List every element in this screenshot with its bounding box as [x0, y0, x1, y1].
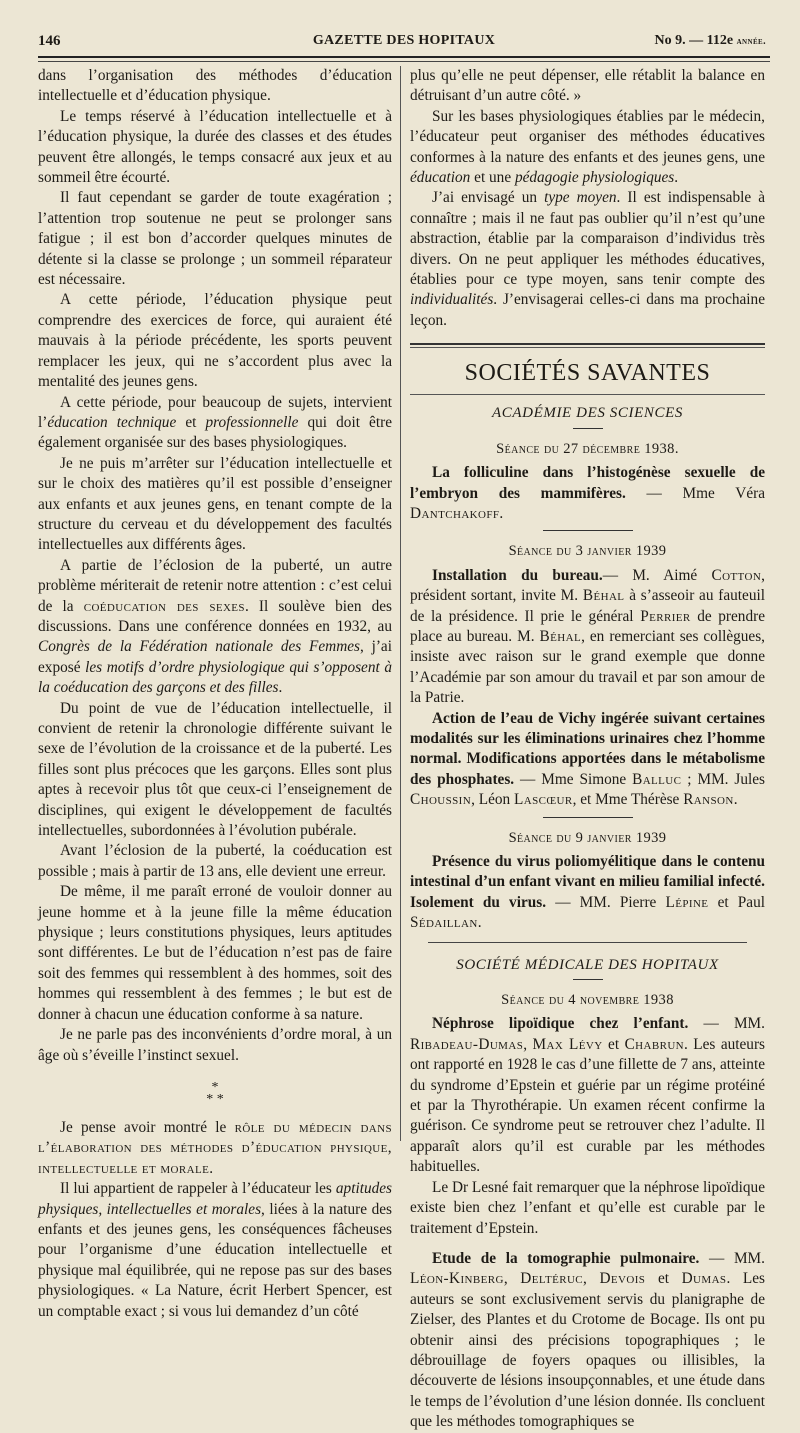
header-rule — [38, 56, 770, 58]
author-name: Cotton — [711, 566, 762, 584]
text: — MM. Pierre — [546, 893, 666, 911]
session-rule — [543, 817, 633, 818]
italic-text: éducation technique — [47, 413, 177, 431]
section-title-rule — [410, 394, 765, 395]
entry-title: Action de l’eau de Vichy ingérée suivant certaines modalités sur les éliminations urinaires chez l’homme normal. Modifications apportées dans le métabolisme des phosphates. — [410, 709, 765, 788]
text: A partie de l’éclosion de la puberté, un autre problème mériterait de retenir notre attention : c’est celui de la — [38, 556, 392, 615]
text: — Mme Véra — [625, 484, 765, 502]
year-label: année. — [736, 36, 766, 47]
header-rule-thin — [38, 61, 770, 62]
short-rule — [573, 979, 603, 980]
text: — MM. — [699, 1249, 765, 1267]
text: de prendre place au bureau. M. — [410, 607, 765, 645]
author-name: Dantchakoff — [410, 504, 500, 522]
issue-number: No 9. — 112e — [654, 33, 734, 48]
page-number: 146 — [38, 33, 61, 49]
italic-text: Congrès de la Fédération nationale des Femmes — [38, 638, 360, 656]
text: , — [583, 1270, 600, 1288]
text: , — [523, 1035, 533, 1053]
italic-text: les motifs d’ordre physiologique qui s’opposent à la coéducation des garçons et des filles — [38, 658, 393, 697]
entry — [410, 852, 765, 934]
text: , j’ai exposé — [38, 638, 392, 676]
smallcaps-text: rôle du médecin dans l’élaboration des méthodes d’éducation physique, intellectuelle et morale — [38, 1118, 392, 1177]
paragraph: Le temps réservé à l’éducation intellectuelle et à l’éducation physique, la durée des classes et des études peuvent être allongés, le temps consacré aux jeux et au sommeil être écourté. — [38, 107, 392, 187]
author-name: Max Lévy — [532, 1035, 603, 1053]
society-title: ACADÉMIE DES SCIENCES — [492, 405, 683, 422]
right-column — [410, 66, 765, 1433]
text: . Il est indispensable à connaître ; mais il ne faut pas oublier qu’il n’est qu’une abstraction, établie par la comparaison d’individus très divers. On ne peut appliquer les méthodes éducatives, établies pour ce type moyen, sans tenir compte des — [410, 189, 765, 289]
text: Sur les bases physiologiques établies par le médecin, l’éducateur peut organiser des méthodes éducatives conformes à la nature des enfants et des jeunes gens, une — [410, 107, 765, 166]
page-header — [38, 30, 770, 54]
paragraph: Il faut cependant se garder de toute exagération ; l’attention trop soutenue ne peut se prolonger sans fatigue ; il est bon d’accorder quelques minutes de détente si la classe se prolonge ; un sommeil réparateur est nécessaire. — [38, 189, 392, 289]
paragraph: dans l’organisation des méthodes d’éducation intellectuelle et d’éducation physique. — [38, 67, 392, 105]
text: et une — [470, 169, 515, 187]
text: , en remerciant ses collègues, insiste avec raison sur le grand exemple que donne l’Académie par son amour du travail et par son amour de la Patrie. — [410, 627, 765, 707]
text: et — [176, 413, 206, 431]
text: Il lui appartient de rappeler à l’éducateur les — [60, 1180, 336, 1198]
italic-text: éducation — [410, 169, 471, 187]
entry-title: Installation du bureau. — [432, 566, 603, 584]
society-title: SOCIÉTÉ MÉDICALE DES HOPITAUX — [456, 956, 719, 973]
smallcaps-text: coéducation des sexes — [83, 597, 245, 615]
entry-title: Néphrose lipoïdique chez l’enfant. — [432, 1015, 689, 1033]
paragraph: Je ne puis m’arrêter sur l’éducation intellectuelle et sur le choix des matières qu’il est possible d’enseigner aux enfants et aux jeunes gens, en tenant compte de la structure du cerveau et du développement des facultés intellectuelles aux différents âges. — [38, 454, 392, 554]
author-name: Dumas — [681, 1270, 727, 1288]
journal-title: GAZETTE DES HOPITAUX — [312, 33, 496, 48]
author-name: Lascœur — [513, 791, 573, 809]
author-name: Lépine — [665, 893, 709, 911]
text: Je pense avoir montré le — [60, 1118, 235, 1136]
paragraph — [410, 188, 765, 331]
paragraph — [410, 107, 765, 189]
column-divider — [400, 66, 401, 1141]
asterisk-bottom: * * — [206, 1091, 224, 1107]
italic-text: professionnelle — [205, 413, 299, 431]
section-break-asterisks — [38, 1079, 392, 1107]
entry — [410, 709, 765, 811]
paragraph — [38, 393, 392, 454]
text: . — [477, 914, 482, 932]
text: A cette période, pour beaucoup de sujets, intervient l’ — [38, 393, 392, 431]
author-name: Léon-Kinberg — [410, 1270, 504, 1288]
text: . Les auteurs se sont exclusivement servis du planigraphe de Zielser, des Plantes et du Crotome de Bocage. Ils ont pu obtenir ainsi des précisions topographiques ; le débrouillage de foyers opaques ou illisibles, la découverte de lésions insoupçonnables, et une étude dans le temps de l’évolution d’une lésion donnée. Ils concluent que les méthodes tomographiques se — [410, 1270, 765, 1431]
text: . Les auteurs ont rapporté en 1928 le cas d’une fillette de 7 ans, atteinte du syndrome d’Epstein et guérie par un régime protéiné et par la Thyrothérapie. Un examen récent confirme la guérison. Ce syndrome peut se retrouver chez l’adulte. Il apparaît alors qu’il est curable par les méthodes habituelles. — [410, 1035, 765, 1176]
left-column — [38, 66, 392, 1322]
asterisk-top: * — [211, 1079, 219, 1095]
entry-title: La folliculine dans l’histogénèse sexuelle de l’embryon des mammifères. — [410, 464, 765, 502]
author-name: Ribadeau-Dumas — [410, 1035, 524, 1053]
author-name: Béhal — [539, 627, 582, 645]
entry-title: Etude de la tomographie pulmonaire. — [432, 1249, 700, 1267]
society-rule — [428, 942, 748, 943]
entry — [410, 463, 765, 524]
italic-text: aptitudes physiques, intellectuelles et morales — [38, 1180, 392, 1218]
section-title: SOCIÉTÉS SAVANTES — [464, 360, 711, 387]
text: — Mme Simone — [514, 770, 633, 788]
author-name: Balluc — [632, 770, 682, 788]
text: . — [209, 1159, 214, 1177]
text: . Il soulève bien des discussions. Dans une conférence données en 1932, au — [38, 597, 392, 635]
session-heading: Séance du 27 décembre 1938. — [496, 440, 679, 457]
text: qui doit être également organisée sur des bases physiologiques. — [38, 413, 392, 452]
text: J’ai envisagé un — [432, 189, 545, 207]
text: . — [499, 504, 504, 522]
paragraph: plus qu’elle ne peut dépenser, elle rétablit la balance en détruisant d’un autre côté. » — [410, 67, 765, 105]
entry — [410, 1014, 765, 1177]
author-name: Sédaillan — [410, 914, 478, 932]
paragraph: Le Dr Lesné fait remarquer que la néphrose lipoïdique existe bien chez l’enfant et qu’elle est curable par le traitement d’Epstein. — [410, 1178, 765, 1237]
short-rule — [573, 428, 603, 429]
section-rule — [410, 343, 765, 345]
author-name: Perrier — [640, 607, 691, 625]
text: et Paul — [708, 893, 765, 911]
author-name: Choussin — [410, 791, 472, 809]
paragraph — [38, 1118, 392, 1179]
author-name: Ranson — [683, 791, 734, 809]
text: ; MM. Jules — [681, 770, 766, 788]
text: — MM. — [688, 1015, 765, 1033]
paragraph — [38, 556, 392, 699]
italic-text: type moyen — [544, 189, 617, 207]
text: à s’asseoir au fauteuil de la présidence. Il prie le général — [410, 587, 765, 625]
text: , président sortant, invite M. — [410, 566, 765, 605]
italic-text: individualités — [410, 291, 494, 309]
italic-text: pédagogie physiologiques — [514, 169, 675, 187]
entry — [410, 566, 765, 709]
text: . J’envisagerai celles-ci dans ma prochaine leçon. — [410, 291, 765, 329]
paragraph: De même, il me paraît erroné de vouloir donner au jeune homme et à la jeune fille la même éducation physique ; leurs constitutions physiques, leurs aptitudes sont différentes. Le but de l’éducation n’est pas de faire soit des femmes qui ressemblent à des hommes, soit des hommes qui ressemblent à des femmes ; le but est de donner à chacun une éducation conforme à sa nature. — [38, 883, 392, 1023]
text: , liées à la nature des enfants et des jeunes gens, les conséquences fâcheuses pour l’organisme d’une éducation intellectuelle et physique mal équilibrée, qui ne repose pas sur des bases physiologiques. « La Nature, écrit Herbert Spencer, est un comptable exact ; si vous lui demandez d’un côté — [38, 1200, 392, 1320]
paragraph: A cette période, l’éducation physique peut comprendre des exercices de force, qui auraient été mauvais à la période précédente, les sports peuvent remplacer les jeux, qui ne s’accordent plus avec la mentalité des jeunes gens. — [38, 291, 392, 391]
issue-label — [655, 33, 766, 49]
author-name: Béhal — [582, 587, 625, 605]
session-heading: Séance du 9 janvier 1939 — [508, 829, 667, 846]
text: . — [278, 679, 283, 697]
text: et — [602, 1035, 625, 1053]
text: , et Mme Thérèse — [572, 791, 684, 809]
text: et — [645, 1270, 682, 1288]
text: , — [503, 1270, 521, 1288]
author-name: Devois — [599, 1270, 646, 1288]
session-rule — [543, 530, 633, 531]
paragraph: Avant l’éclosion de la puberté, la coéducation est possible ; mais à partir de 13 ans, elle devient une erreur. — [38, 842, 392, 880]
author-name: Chabrun — [624, 1035, 685, 1053]
paragraph: Du point de vue de l’éducation intellectuelle, il convient de retenir la chronologie différente suivant le sexe de l’évolution de la croissance et de la puberté. Les filles sont plus précoces que les garçons. Elles sont plus aptes à recevoir plus tôt que ceux-ci l’enseignement de disciplines, qui exigent le développement de facultés intellectuelles, subordonnées à l’évolution pubérale. — [38, 699, 392, 840]
paragraph — [38, 1179, 392, 1322]
section-rule-thin — [410, 347, 765, 348]
text: . — [674, 169, 679, 187]
paragraph: Je ne parle pas des inconvénients d’ordre moral, à un âge où s’éveille l’instinct sexuel. — [38, 1026, 392, 1064]
text: . — [733, 791, 738, 809]
entry — [410, 1249, 765, 1433]
text: , Léon — [471, 791, 514, 809]
text: — M. Aimé — [602, 566, 712, 584]
session-heading: Séance du 4 novembre 1938 — [501, 992, 674, 1009]
author-name: Deltéruc — [520, 1270, 584, 1288]
session-heading: Séance du 3 janvier 1939 — [508, 543, 667, 560]
entry-title: Présence du virus poliomyélitique dans le contenu intestinal d’un enfant vivant en milieu familial infecté. Isolement du virus. — [410, 853, 765, 911]
